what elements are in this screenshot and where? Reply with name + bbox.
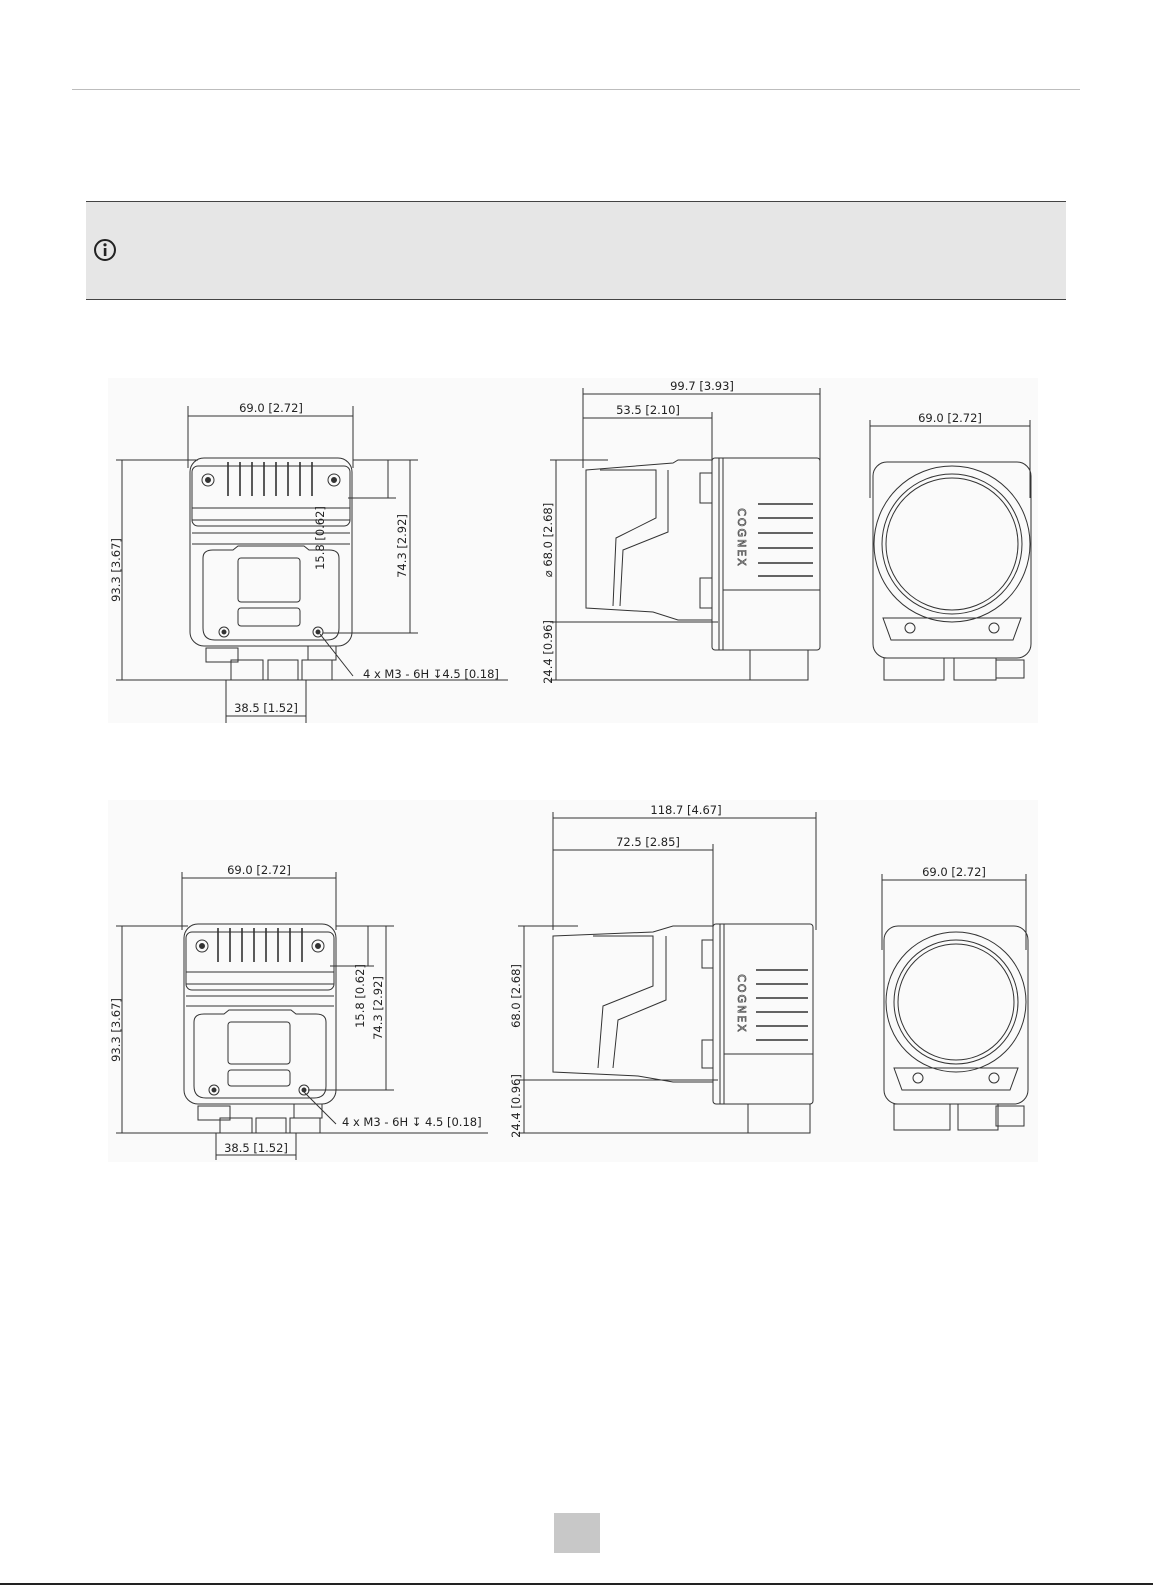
- dim-front-hole-h: 38.5 [1.52]: [224, 1141, 288, 1155]
- dim-side-lens: 53.5 [2.10]: [616, 403, 680, 417]
- brand-text: COGNEX: [735, 974, 748, 1034]
- dim-front-hole-v: 74.3 [2.92]: [371, 976, 385, 1040]
- dim-front-height: 93.3 [3.67]: [109, 538, 123, 602]
- dim-side-total: 99.7 [3.93]: [670, 379, 734, 393]
- header-rule: [72, 89, 1080, 90]
- dimension-drawing-top: [108, 378, 1038, 723]
- dim-front-threads: 4 x M3 - 6H ↧ 4.5 [0.18]: [342, 1115, 482, 1129]
- dim-front-threads: 4 x M3 - 6H ↧4.5 [0.18]: [363, 667, 499, 681]
- note-box: [86, 201, 1066, 300]
- dim-side-connector: 24.4 [0.96]: [509, 1074, 523, 1138]
- dim-side-connector: 24.4 [0.96]: [541, 620, 555, 684]
- dim-front-height: 93.3 [3.67]: [109, 998, 123, 1062]
- dim-lens-front-width: 69.0 [2.72]: [918, 411, 982, 425]
- brand-text: COGNEX: [735, 508, 748, 568]
- dim-front-width: 69.0 [2.72]: [227, 863, 291, 877]
- dim-side-total: 118.7 [4.67]: [650, 803, 722, 817]
- page-number-box: [554, 1513, 600, 1553]
- dimension-drawing-bottom: [108, 800, 1038, 1162]
- dim-front-offset: 15.8 [0.62]: [353, 964, 367, 1028]
- info-circle-icon: [93, 238, 117, 262]
- dim-side-diameter: ⌀ 68.0 [2.68]: [541, 502, 555, 578]
- dim-front-hole-h: 38.5 [1.52]: [234, 701, 298, 715]
- dim-front-width: 69.0 [2.72]: [239, 401, 303, 415]
- dim-front-hole-v: 74.3 [2.92]: [395, 514, 409, 578]
- dim-side-diameter: 68.0 [2.68]: [509, 964, 523, 1028]
- dim-lens-front-width: 69.0 [2.72]: [922, 865, 986, 879]
- dim-front-offset: 15.8 [0.62]: [313, 506, 327, 570]
- dim-side-lens: 72.5 [2.85]: [616, 835, 680, 849]
